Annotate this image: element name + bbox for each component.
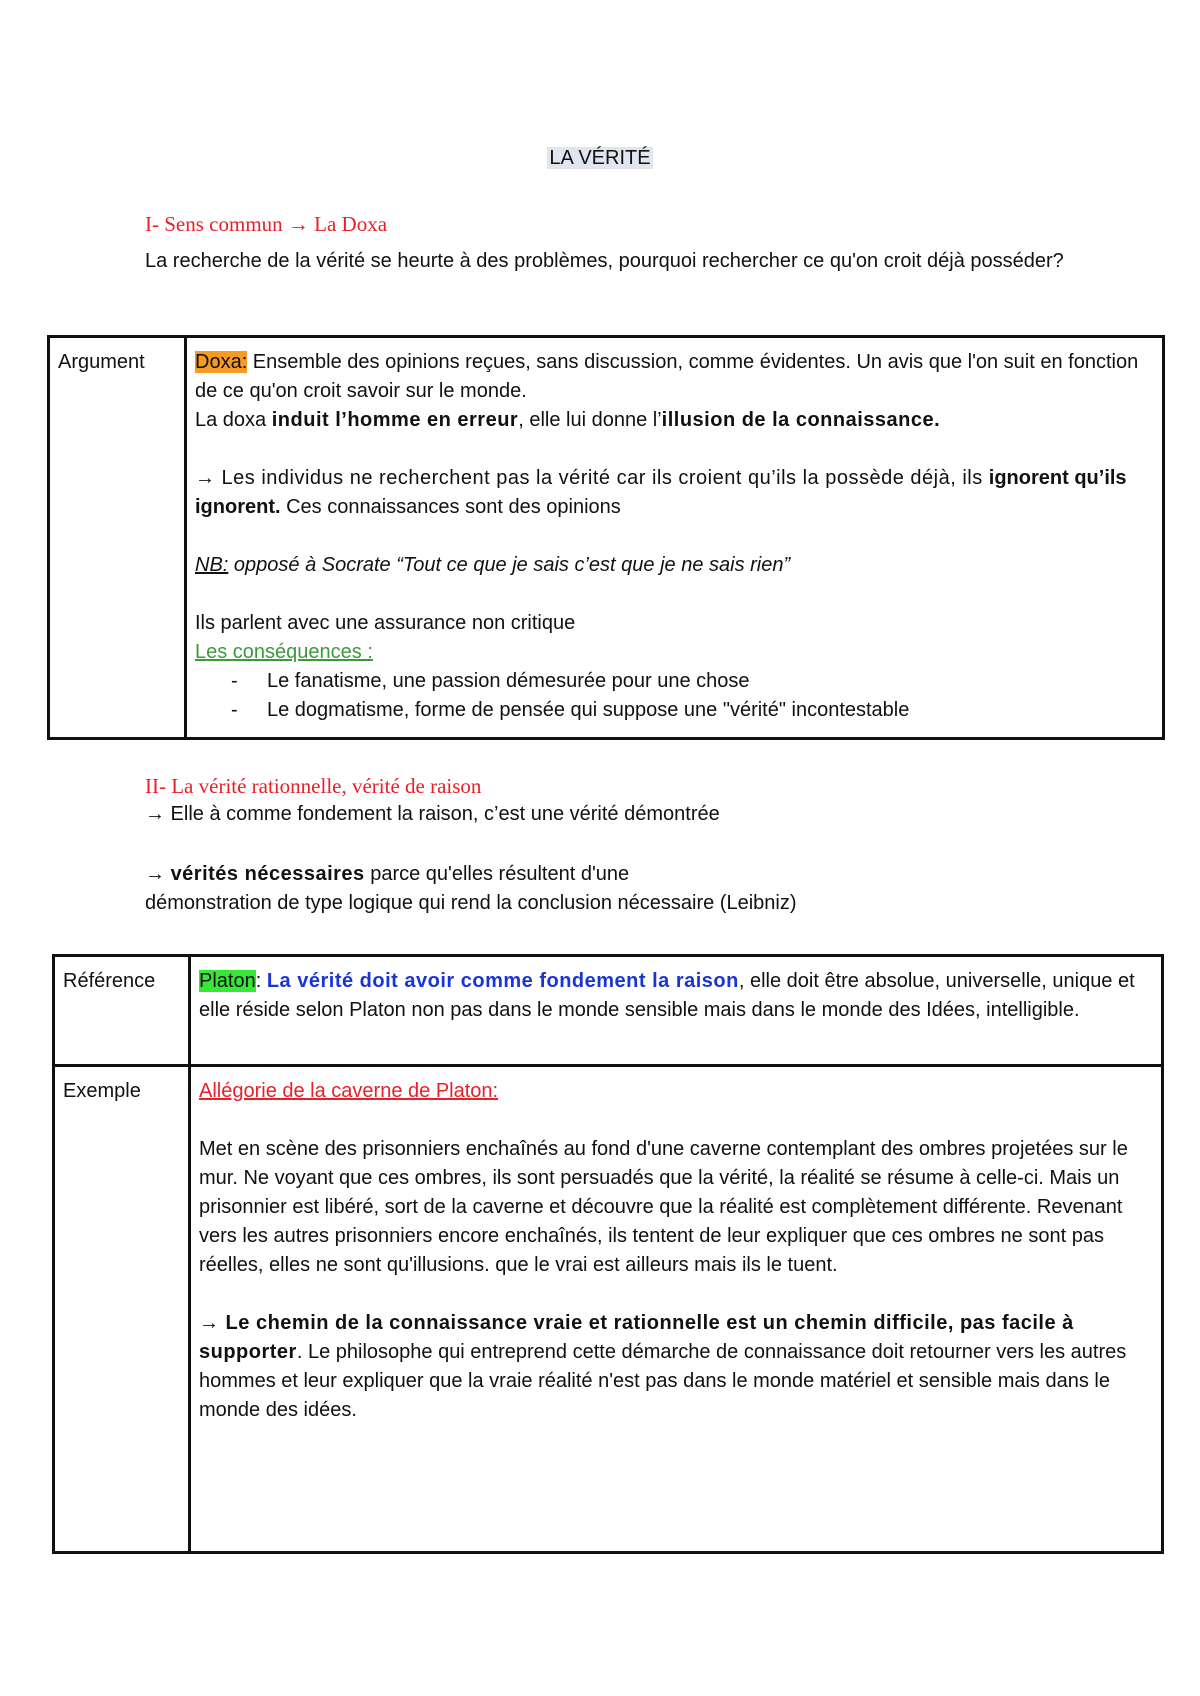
allegory-text: Met en scène des prisonniers enchaînés au fond d'une caverne contemplant des ombres projetées sur le mur. Ne voyant que ces ombres, ils sont persuadés que la vérité, la réalité se résume à celle-ci. Mais un prisonnier est libéré, sort de la caverne et découvre que la réalité est complètement différente. Revenant vers les autres prisonniers encore enchaînés, ils tentent de leur expliquer que ces ombres ne sont pas réelles, elles ne sont qu'illusions. que le vrai est ailleurs mais ils le tuent.: [199, 1138, 1128, 1276]
list-item: - Le fanatisme, une passion démesurée pour une chose: [195, 667, 1154, 696]
section-1-intro: La recherche de la vérité se heurte à des problèmes, pourquoi rechercher ce qu'on croit déjà posséder?: [145, 250, 1064, 272]
conclusion-bold: → Le chemin de la connaissance vraie et rationnelle est un chemin difficile, pas facile à supporter: [199, 1312, 1074, 1363]
doxa-error-text-c: , elle lui donne l’: [518, 409, 662, 431]
doxa-error-bold: induit l’homme en erreur: [271, 409, 519, 431]
ignorance-text-c: Ces connaissances sont des opinions: [280, 496, 621, 518]
necessary-arrow: →: [145, 863, 171, 885]
reference-bold-statement: La vérité doit avoir comme fondement la raison: [266, 970, 739, 992]
argument-label: Argument: [58, 351, 145, 373]
doxa-definition: [195, 348, 1154, 406]
list-item: - Le dogmatisme, forme de pensée qui suppose une "vérité" incontestable: [195, 696, 1154, 725]
doxa-error-text-a: La doxa: [195, 409, 272, 431]
section-2-line-2: [145, 860, 1085, 889]
argument-content-cell: [186, 337, 1164, 739]
reference-content-cell: [190, 956, 1163, 1066]
section-1-heading: I- Sens commun → La Doxa: [145, 212, 388, 236]
doxa-error-line: [195, 406, 1154, 435]
doxa-definition-text: Ensemble des opinions reçues, sans discussion, comme évidentes. Un avis que l'on suit en fonction de ce qu'on croit savoir sur le monde.: [195, 351, 1139, 402]
doxa-term: Doxa:: [195, 351, 248, 373]
assurance-line: Ils parlent avec une assurance non critique: [195, 612, 576, 634]
ignorance-bold: ignorent qu’ils ignorent.: [195, 467, 1127, 518]
reference-label-cell: [54, 956, 190, 1066]
example-label-cell: [54, 1066, 190, 1553]
nb-note: [195, 551, 1154, 580]
section-2-line-3: démonstration de type logique qui rend la conclusion nécessaire (Leibniz): [145, 892, 797, 914]
conclusion-rest: . Le philosophe qui entreprend cette démarche de connaissance doit retourner vers les autres hommes et leur expliquer que la vraie réalité n'est pas dans le monde matériel et sensible mais dans le monde des idées.: [199, 1341, 1127, 1421]
necessary-truths-bold: vérités nécessaires: [170, 863, 365, 885]
reference-colon: :: [255, 970, 267, 992]
example-label: Exemple: [63, 1080, 141, 1102]
section-2-heading: II- La vérité rationnelle, vérité de raison: [145, 774, 482, 798]
title-text: LA VÉRITÉ: [549, 147, 651, 169]
platon-highlight: Platon: [199, 970, 256, 992]
page-title: [0, 145, 1200, 171]
reference-table: [52, 954, 1164, 1554]
ignorance-paragraph: [195, 464, 1154, 522]
nb-text: opposé à Socrate “Tout ce que je sais c’est que je ne sais rien”: [228, 554, 791, 576]
consequences-heading: Les conséquences :: [195, 641, 373, 663]
argument-table: [47, 335, 1165, 740]
example-content-cell: [190, 1066, 1163, 1553]
allegory-title: Allégorie de la caverne de Platon:: [199, 1080, 499, 1102]
consequences-list: [195, 667, 1154, 725]
nb-label: NB:: [195, 554, 229, 576]
ignorance-text-a: → Les individus ne recherchent pas la vérité car ils croient qu’ils la possède déjà, ils: [195, 467, 989, 489]
argument-label-cell: [49, 337, 186, 739]
doxa-illusion-bold: illusion de la connaissance.: [661, 409, 941, 431]
allegory-conclusion: [199, 1309, 1153, 1425]
section-2-line-1: → Elle à comme fondement la raison, c’est une vérité démontrée: [145, 803, 720, 825]
reference-rest: , elle doit être absolue, universelle, unique et elle réside selon Platon non pas dans le monde sensible mais dans le monde des Idées, intelligible.: [199, 970, 1135, 1021]
necessary-truths-text: parce qu'elles résultent d'une: [364, 863, 630, 885]
reference-label: Référence: [63, 970, 156, 992]
